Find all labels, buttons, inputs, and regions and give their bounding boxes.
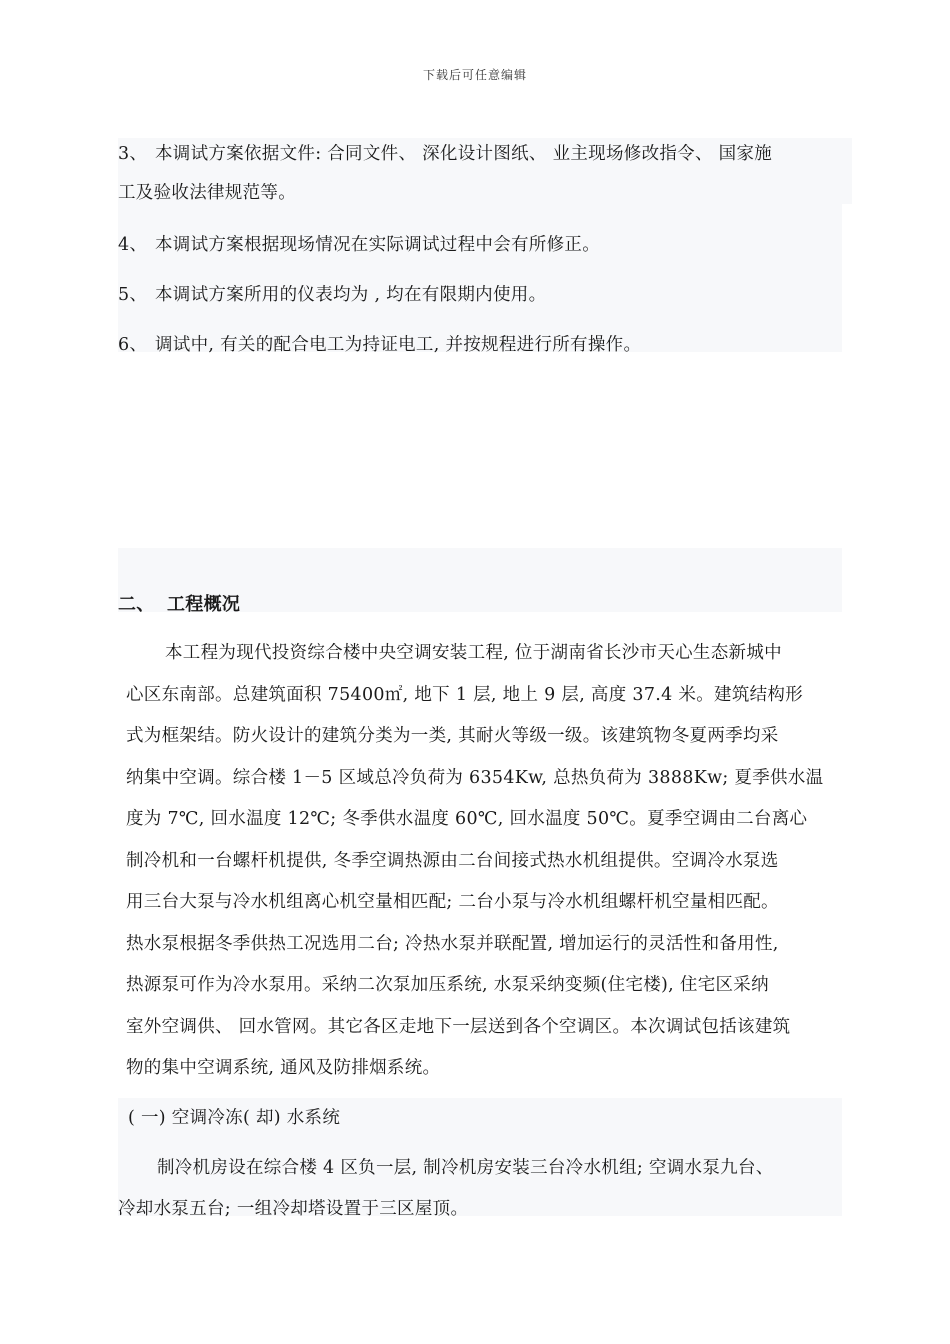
- note-number: 3、: [118, 144, 148, 164]
- overview-line: 式为框架结。防火设计的建筑分类为一类, 其耐火等级一级。该建筑物冬夏两季均采: [126, 726, 779, 746]
- note-number: 6、: [118, 335, 148, 355]
- overview-line: 热源泵可作为冷水泵用。采纳二次泵加压系统, 水泵采纳变频(住宅楼), 住宅区采纳: [126, 975, 769, 995]
- chiller-room-line: 制冷机房设在综合楼 4 区负一层, 制冷机房安装三台冷水机组; 空调水泵九台、: [157, 1158, 774, 1178]
- overview-line: 纳集中空调。综合楼 1－5 区域总冷负荷为 6354Kw, 总热负荷为 3888Kw; 夏季供水温: [126, 768, 824, 788]
- note-number: 4、: [118, 235, 148, 255]
- overview-line: 度为 7℃, 回水温度 12℃; 冬季供水温度 60℃, 回水温度 50℃。夏季空调由二台离心: [126, 809, 808, 829]
- subsection-heading: ( 一) 空调冷冻( 却) 水系统: [128, 1108, 341, 1128]
- note-text: 本调试方案依据文件: 合同文件、 深化设计图纸、 业主现场修改指令、 国家施: [155, 144, 773, 164]
- chiller-room-line: 冷却水泵五台; 一组冷却塔设置于三区屋顶。: [118, 1199, 469, 1219]
- note-item-6: [118, 331, 641, 356]
- overview-line: 用三台大泵与冷水机组离心机空量相匹配; 二台小泵与冷水机组螺杆机空量相匹配。: [126, 892, 779, 912]
- overview-line: 室外空调供、 回水管网。其它各区走地下一层送到各个空调区。本次调试包括该建筑: [126, 1017, 791, 1037]
- page-header: 下载后可任意编辑: [422, 68, 527, 82]
- note-text: 本调试方案根据现场情况在实际调试过程中会有所修正。: [155, 235, 600, 255]
- note-item-5: [118, 281, 546, 306]
- section-title: 工程概况: [167, 594, 241, 615]
- overview-line: 制冷机和一台螺杆机提供, 冬季空调热源由二台间接式热水机组提供。空调冷水泵选: [126, 851, 779, 871]
- overview-line: 本工程为现代投资综合楼中央空调安装工程, 位于湖南省长沙市天心生态新城中: [165, 643, 782, 663]
- section-number: 二、: [118, 594, 155, 615]
- overview-line: 物的集中空调系统, 通风及防排烟系统。: [126, 1058, 441, 1078]
- note-number: 5、: [118, 285, 148, 305]
- note-item-4: [118, 231, 600, 256]
- section-heading: [118, 590, 240, 616]
- overview-line: 心区东南部。总建筑面积 75400㎡, 地下 1 层, 地上 9 层, 高度 37.4 米。建筑结构形: [126, 685, 804, 705]
- note-item-3: [118, 140, 772, 165]
- note-text: 工及验收法律规范等。: [118, 183, 296, 203]
- overview-line: 热水泵根据冬季供热工况选用二台; 冷热水泵并联配置, 增加运行的灵活性和备用性,: [126, 934, 779, 954]
- note-text: 调试中, 有关的配合电工为持证电工, 并按规程进行所有操作。: [155, 335, 642, 355]
- shade-block: [118, 204, 842, 352]
- note-item-3-continued: [118, 179, 296, 204]
- note-text: 本调试方案所用的仪表均为 , 均在有限期内使用。: [155, 285, 547, 305]
